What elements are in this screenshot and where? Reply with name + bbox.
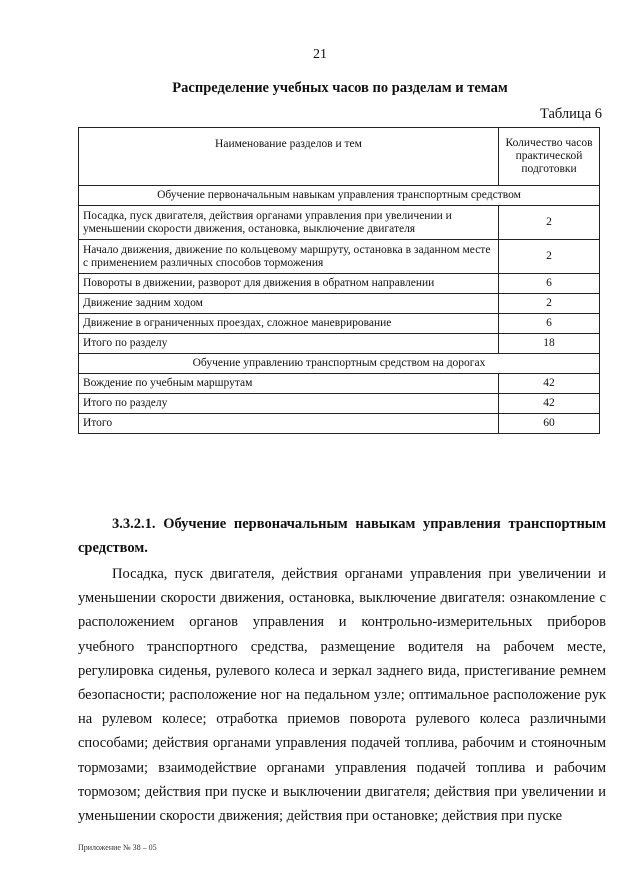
subtotal-label-cell: Итого по разделу bbox=[79, 394, 499, 414]
topic-hours-cell: 2 bbox=[499, 206, 600, 240]
section-row bbox=[79, 354, 600, 374]
grand-total-row bbox=[79, 414, 600, 434]
page-footer: Приложение № 38 – 05 bbox=[78, 843, 157, 852]
table-title: Распределение учебных часов по разделам и темам bbox=[172, 80, 508, 96]
topic-hours-cell: 42 bbox=[499, 374, 600, 394]
table-header-row bbox=[79, 128, 600, 186]
section-heading: 3.3.2.1. Обучение первоначальным навыкам управления транспортным bbox=[112, 516, 606, 532]
subtotal-row bbox=[79, 394, 600, 414]
subtotal-hours-cell: 18 bbox=[499, 334, 600, 354]
subtotal-label-cell: Итого по разделу bbox=[79, 334, 499, 354]
topic-name-cell: Повороты в движении, разворот для движения в обратном направлении bbox=[79, 274, 499, 294]
topic-name-cell: Вождение по учебным маршрутам bbox=[79, 374, 499, 394]
topic-hours-cell: 2 bbox=[499, 294, 600, 314]
subtotal-hours-cell: 42 bbox=[499, 394, 600, 414]
header-name-cell: Наименование разделов и тем bbox=[79, 128, 499, 186]
table-row bbox=[79, 314, 600, 334]
grand-total-hours-cell: 60 bbox=[499, 414, 600, 434]
topic-name-cell: Начало движения, движение по кольцевому маршруту, остановка в заданном месте с применением различных способов торможения bbox=[79, 240, 499, 274]
topic-name-cell: Движение в ограниченных проездах, сложное маневрирование bbox=[79, 314, 499, 334]
page-number: 21 bbox=[313, 47, 327, 62]
topic-hours-cell: 6 bbox=[499, 314, 600, 334]
header-hours-cell: Количество часов практической подготовки bbox=[499, 128, 600, 186]
body-paragraph: Посадка, пуск двигателя, действия органами управления при увеличении и уменьшении скорости движения, остановка, выключение двигателя: ознакомление с расположением органов управления и контрольно-измерительных приборов учебного транспортного средства, размещение водителя на рабочем месте, регулировка сиденья, рулевого колеса и зеркал заднего вида, пристегивание ремнем безопасности; расположение ног на педальном узле; оптимальное расположение рук на рулевом колесе; отработка приемов поворота рулевого колеса различными способами; действия органами управления подачей топлива, рабочим и стояночным тормозами; взаимодействие органами управления подачей топлива и рабочим тормозом; действия при пуске и выключении двигателя; действия при увеличении и уменьшении скорости движения; действия при остановке; действия при пуске bbox=[78, 566, 606, 825]
table-row bbox=[79, 206, 600, 240]
section-row bbox=[79, 186, 600, 206]
topic-hours-cell: 6 bbox=[499, 274, 600, 294]
grand-total-label-cell: Итого bbox=[79, 414, 499, 434]
subtotal-row bbox=[79, 334, 600, 354]
section-title-cell: Обучение управлению транспортным средством на дорогах bbox=[79, 354, 600, 374]
section-title-cell: Обучение первоначальным навыкам управления транспортным средством bbox=[79, 186, 600, 206]
table-label: Таблица 6 bbox=[539, 106, 602, 122]
topic-name-cell: Посадка, пуск двигателя, действия органами управления при увеличении и уменьшении скорости движения, остановка, выключение двигателя bbox=[79, 206, 499, 240]
topic-hours-cell: 2 bbox=[499, 240, 600, 274]
table-row bbox=[79, 240, 600, 274]
section-heading-continuation: средством. bbox=[78, 540, 148, 556]
table-row bbox=[79, 374, 600, 394]
hours-table bbox=[78, 127, 600, 434]
table-row bbox=[79, 274, 600, 294]
topic-name-cell: Движение задним ходом bbox=[79, 294, 499, 314]
table-row bbox=[79, 294, 600, 314]
